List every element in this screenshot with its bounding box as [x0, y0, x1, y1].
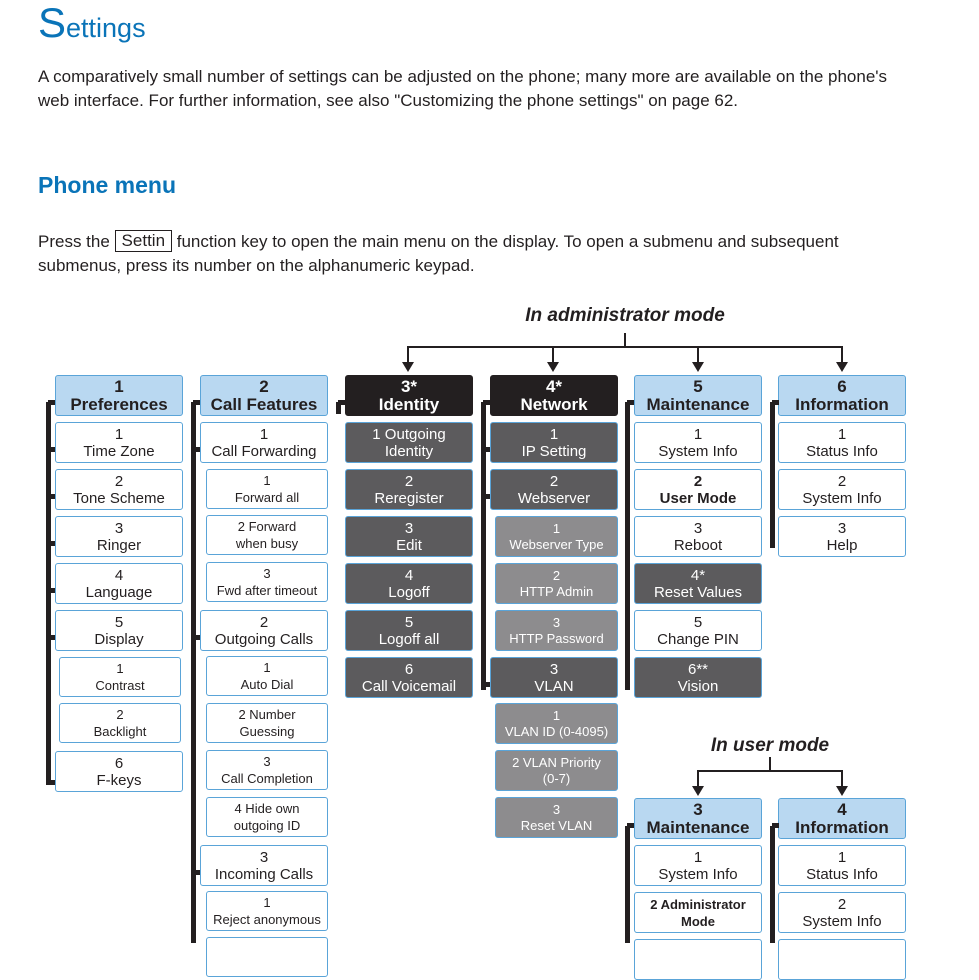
item-number: 6** [687, 660, 709, 678]
menu-item-f-keys[interactable] [55, 751, 183, 792]
item-label: Reject anonymous [213, 912, 321, 927]
menu-number: 4* [545, 376, 563, 396]
menu-preferences[interactable] [55, 375, 183, 416]
menu-tree-bar [770, 402, 775, 548]
item-label: Outgoing Calls [214, 630, 314, 648]
arrow-down-icon [836, 786, 848, 796]
item-label: System Info [802, 912, 882, 930]
menu-item-http-password[interactable] [495, 610, 618, 651]
item-number: 2 [837, 472, 847, 490]
menu-number: 1 [114, 376, 124, 396]
menu-item-logoff-all[interactable] [345, 610, 473, 651]
item-label: Incoming Calls [214, 865, 314, 883]
item-label: Ringer [96, 536, 142, 554]
instruction-paragraph [38, 230, 918, 278]
item-number: 2 VLAN Priority [512, 754, 601, 770]
menu-number: 3* [400, 376, 418, 396]
item-number: 1 [263, 895, 271, 910]
item-label: System Info [658, 865, 738, 883]
menu-item-logoff[interactable] [345, 563, 473, 604]
item-label: VLAN ID (0-4095) [504, 723, 609, 739]
item-label: IP Setting [521, 442, 587, 460]
menu-item-call-completion[interactable] [206, 750, 328, 790]
item-number: 3 [552, 614, 561, 630]
item-label: Display [94, 630, 144, 648]
arrow-down-icon [836, 362, 848, 372]
item-number: 1 [552, 707, 561, 723]
menu-item-status-info[interactable] [778, 422, 906, 463]
item-number: 2 [404, 472, 414, 490]
menu-number: 4 [837, 799, 847, 819]
menu-item-language[interactable] [55, 563, 183, 604]
item-number: 1 [837, 425, 847, 443]
item-label: Logoff [388, 583, 430, 601]
menu-tree-bar [481, 402, 486, 690]
menu-item-reject-anonymous[interactable] [206, 891, 328, 931]
item-label: Status Info [806, 442, 878, 460]
item-number: 5 [693, 613, 703, 631]
menu-tree-bar [191, 402, 196, 943]
menu-item-system-info[interactable] [778, 469, 906, 510]
title-rest: ettings [66, 13, 146, 43]
item-number: 1 [552, 520, 561, 536]
menu-item-reset-values[interactable] [634, 563, 762, 604]
menu-item-outgoing-identity[interactable] [345, 422, 473, 463]
press-before: Press the [38, 232, 115, 251]
item-number: 2 [837, 895, 847, 913]
item-label: Reregister [374, 489, 444, 507]
menu-tree-bar [770, 826, 775, 943]
item-label: (0-7) [542, 770, 571, 786]
menu-item-system-info[interactable] [634, 422, 762, 463]
menu-item-backlight[interactable] [59, 703, 181, 743]
menu-item-user-mode[interactable] [634, 469, 762, 510]
admin-mode-label: In administrator mode [525, 305, 725, 326]
item-label: User Mode [659, 489, 737, 507]
arrow-down-icon [547, 362, 559, 372]
menu-item-call-forwarding[interactable] [200, 422, 328, 463]
item-number: 2 Forward [237, 519, 297, 534]
menu-item-partial [206, 937, 328, 977]
menu-item-reregister[interactable] [345, 469, 473, 510]
user-connector-stem [769, 757, 771, 771]
arrow-down-icon [692, 786, 704, 796]
item-number: 4 [114, 566, 124, 584]
user-connector-bar [697, 770, 842, 772]
item-number: 1 [114, 425, 124, 443]
menu-label: Maintenance [646, 817, 750, 837]
item-label: Reboot [673, 536, 723, 554]
menu-item-ringer[interactable] [55, 516, 183, 557]
page-title [38, 0, 146, 51]
item-label: Vision [677, 677, 719, 695]
item-label: F-keys [96, 771, 142, 789]
item-number: 2 [114, 472, 124, 490]
item-label: Change PIN [657, 630, 739, 648]
item-number: 4 [404, 566, 414, 584]
menu-item-forward-busy[interactable] [206, 515, 328, 555]
item-label: Call Forwarding [211, 442, 317, 460]
item-label: Contrast [95, 678, 145, 693]
menu-call-features[interactable] [200, 375, 328, 416]
item-number: 1 [116, 661, 124, 676]
item-number: 2 [116, 707, 124, 722]
item-label: HTTP Admin [519, 583, 594, 599]
item-label: outgoing ID [233, 818, 301, 833]
item-number: 1 [693, 848, 703, 866]
item-label: Backlight [93, 724, 147, 739]
menu-number: 2 [259, 376, 269, 396]
menu-item-administrator-mode[interactable] [634, 892, 762, 933]
item-number: 3 [263, 754, 271, 769]
press-after: function key to open the main menu on the display. To open a submenu and subsequent submenus, press its number on the alphanumeric keypad. [38, 232, 839, 275]
item-label: Identity [384, 442, 434, 460]
item-number: 3 [693, 519, 703, 537]
menu-item-reset-vlan[interactable] [495, 797, 618, 838]
menu-item-status-info[interactable] [778, 845, 906, 886]
item-number: 6 [404, 660, 414, 678]
menu-tree-bar [625, 826, 630, 943]
item-label: when busy [235, 536, 299, 551]
menu-tree-bar [46, 402, 51, 785]
menu-label: Call Features [210, 394, 318, 414]
item-number: 1 [263, 473, 271, 488]
item-label: Forward all [234, 490, 300, 505]
menu-network[interactable] [490, 375, 618, 416]
menu-item-reboot[interactable] [634, 516, 762, 557]
menu-item-system-info[interactable] [634, 845, 762, 886]
menu-item-hide-outgoing-id[interactable] [206, 797, 328, 837]
menu-item-outgoing-calls[interactable] [200, 610, 328, 651]
item-number: 6 [114, 754, 124, 772]
title-initial: S [38, 0, 67, 46]
menu-label: Maintenance [646, 394, 750, 414]
item-label: Logoff all [378, 630, 440, 648]
menu-item-tone-scheme[interactable] [55, 469, 183, 510]
item-label: Webserver Type [509, 536, 604, 552]
item-number: 3 [552, 801, 561, 817]
menu-item-call-voicemail[interactable] [345, 657, 473, 698]
menu-label: Information [795, 394, 889, 414]
menu-item-edit[interactable] [345, 516, 473, 557]
intro-paragraph: A comparatively small number of settings can be adjusted on the phone; many more are available on the phone's web interface. For further information, see also "Customizing the phone settings" on page 62. [38, 67, 888, 110]
menu-label: Network [520, 394, 588, 414]
menu-information[interactable] [778, 375, 906, 416]
item-number: 1 [693, 425, 703, 443]
item-label: VLAN [534, 677, 574, 695]
menu-item-http-admin[interactable] [495, 563, 618, 604]
menu-item-vlan-priority[interactable] [495, 750, 618, 791]
item-label: Mode [681, 913, 715, 929]
item-label: Reset VLAN [520, 817, 593, 833]
item-label: Status Info [806, 865, 878, 883]
item-label: Fwd after timeout [216, 583, 318, 598]
item-label: Call Voicemail [361, 677, 457, 695]
item-label: Language [85, 583, 153, 601]
section-heading: Phone menu [38, 172, 177, 198]
item-label: Reset Values [653, 583, 743, 601]
admin-connector-bar [407, 346, 842, 348]
item-label: Time Zone [83, 442, 155, 460]
menu-number: 5 [693, 376, 703, 396]
menu-item-ip-setting[interactable] [490, 422, 618, 463]
item-number: 3 [549, 660, 559, 678]
item-label: Call Completion [221, 771, 313, 786]
item-number: 1 [549, 425, 559, 443]
item-label: Webserver [517, 489, 591, 507]
menu-item-fwd-timeout[interactable] [206, 562, 328, 602]
item-number: 5 [114, 613, 124, 631]
item-number: 2 Number [238, 707, 296, 722]
menu-item-webserver[interactable] [490, 469, 618, 510]
item-number: 4* [690, 566, 706, 584]
item-label: Guessing [239, 724, 295, 739]
item-label: Tone Scheme [73, 489, 165, 507]
item-number: 2 Administrator [650, 896, 746, 912]
item-label: System Info [802, 489, 882, 507]
admin-connector-stem [624, 333, 626, 347]
menu-item-partial [778, 939, 906, 980]
item-label: Help [826, 536, 858, 554]
item-label: HTTP Password [509, 630, 604, 646]
menu-label: Identity [378, 394, 440, 414]
menu-number: 3 [693, 799, 703, 819]
user-mode-label: In user mode [710, 735, 830, 756]
menu-item-change-pin[interactable] [634, 610, 762, 651]
menu-item-incoming-calls[interactable] [200, 845, 328, 886]
menu-item-vlan-id[interactable] [495, 703, 618, 744]
item-label: System Info [658, 442, 738, 460]
arrow-down-icon [402, 362, 414, 372]
item-number: 5 [404, 613, 414, 631]
menu-identity[interactable] [345, 375, 473, 416]
menu-item-vision[interactable] [634, 657, 762, 698]
menu-label: Preferences [70, 394, 168, 414]
item-number: 3 [837, 519, 847, 537]
item-number: 1 [259, 425, 269, 443]
settings-key-label: Settin [115, 230, 172, 252]
menu-tree-bar [625, 402, 630, 690]
menu-maintenance[interactable] [634, 375, 762, 416]
item-label: Edit [396, 536, 422, 554]
item-number: 2 [549, 472, 559, 490]
item-number: 2 [259, 613, 269, 631]
item-number: 3 [404, 519, 414, 537]
item-number: 1 [837, 848, 847, 866]
menu-item-partial [634, 939, 762, 980]
menu-item-display[interactable] [55, 610, 183, 651]
item-label: Auto Dial [240, 677, 294, 692]
menu-item-time-zone[interactable] [55, 422, 183, 463]
arrow-down-icon [692, 362, 704, 372]
menu-item-contrast[interactable] [59, 657, 181, 697]
menu-label: Information [795, 817, 889, 837]
menu-item-auto-dial[interactable] [206, 656, 328, 696]
item-number: 1 [263, 660, 271, 675]
item-number: 2 [552, 567, 561, 583]
menu-user-maintenance[interactable] [634, 798, 762, 839]
menu-number: 6 [837, 376, 847, 396]
item-number: 4 Hide own [234, 801, 300, 816]
menu-item-forward-all[interactable] [206, 469, 328, 509]
item-number: 3 [114, 519, 124, 537]
menu-item-webserver-type[interactable] [495, 516, 618, 557]
menu-item-system-info[interactable] [778, 892, 906, 933]
menu-item-help[interactable] [778, 516, 906, 557]
item-number: 2 [693, 472, 703, 490]
menu-item-number-guessing[interactable] [206, 703, 328, 743]
menu-user-information[interactable] [778, 798, 906, 839]
item-number: 3 [259, 848, 269, 866]
menu-item-vlan[interactable] [490, 657, 618, 698]
item-number: 1 Outgoing [372, 425, 446, 443]
item-number: 3 [263, 566, 271, 581]
